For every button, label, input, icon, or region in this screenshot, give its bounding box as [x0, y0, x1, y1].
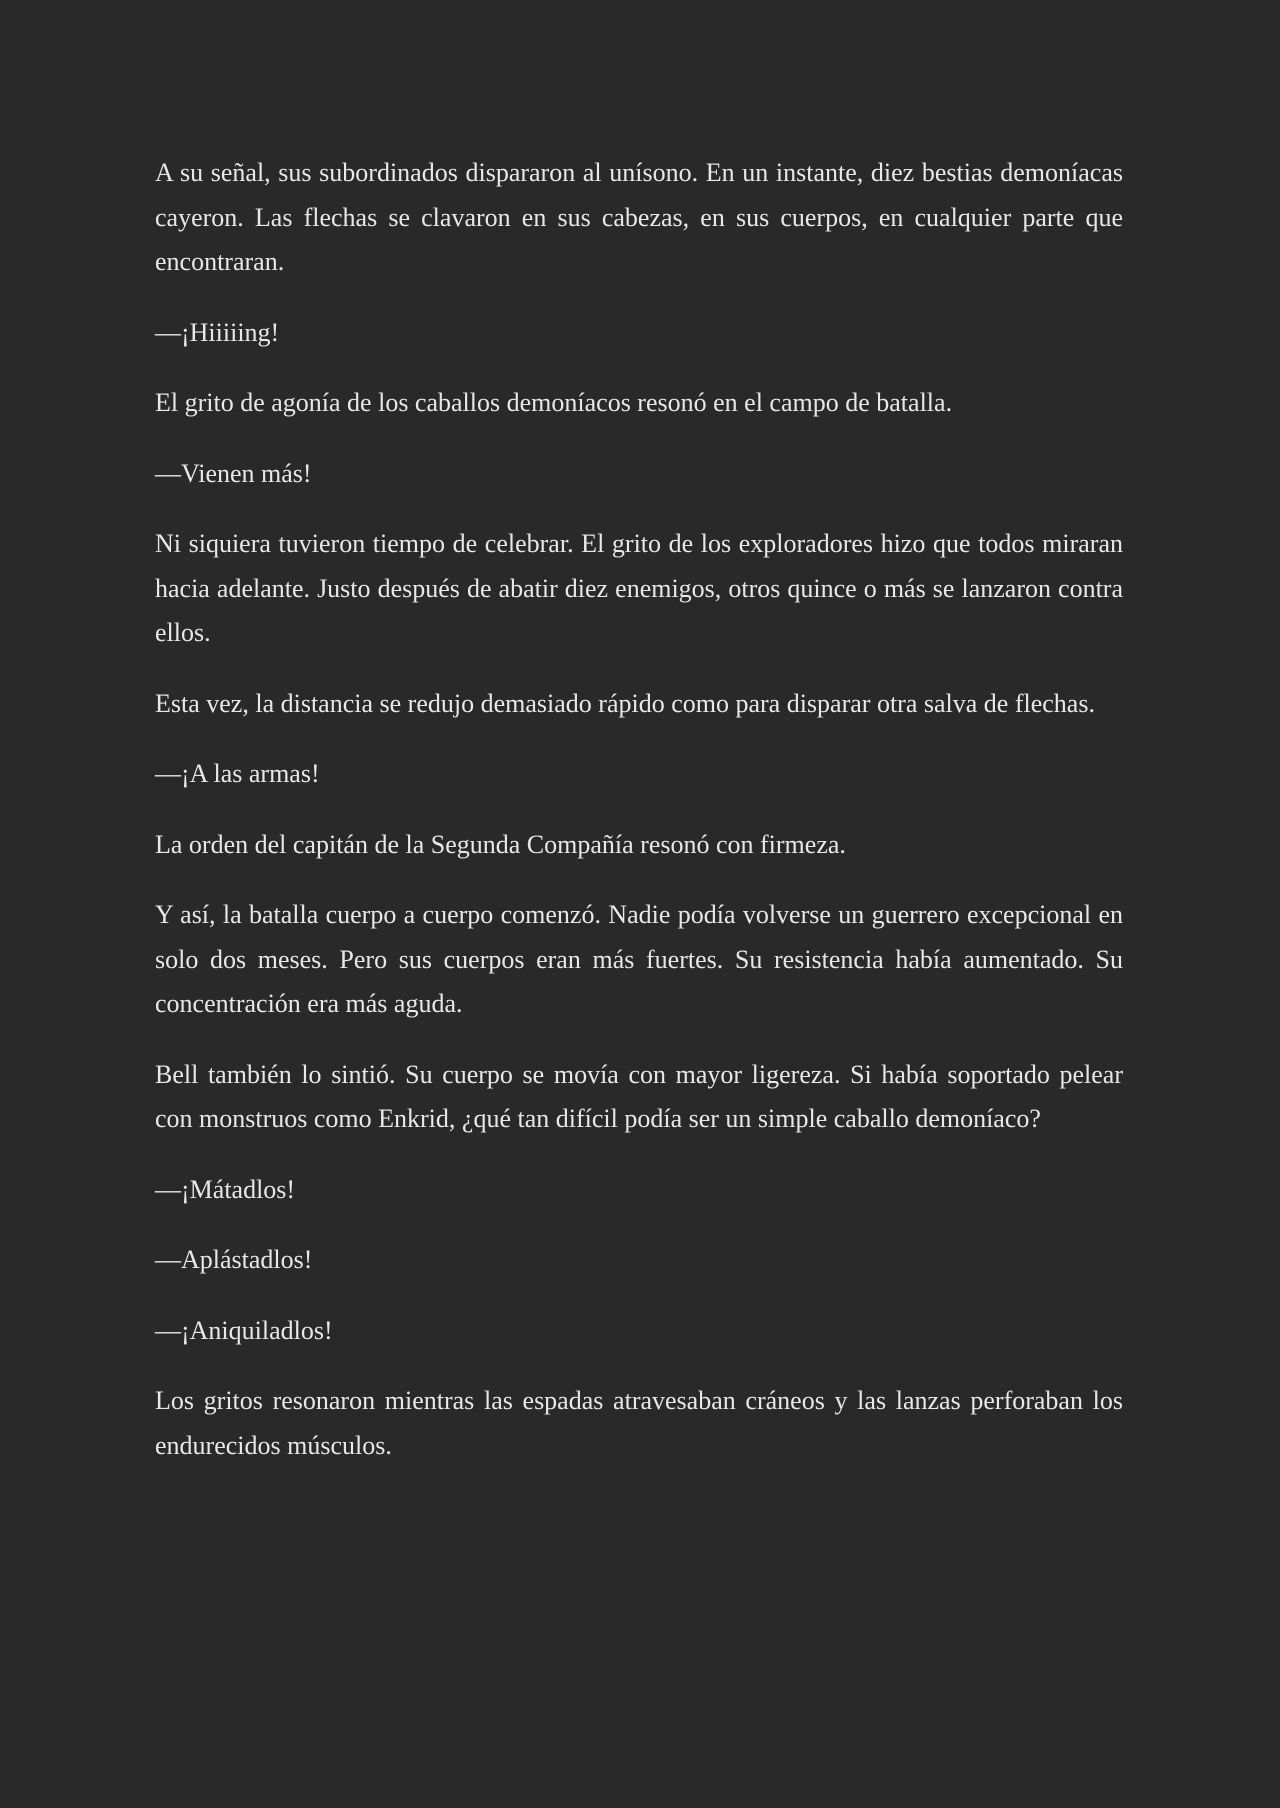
paragraph: La orden del capitán de la Segunda Compañía resonó con firmeza. — [155, 829, 846, 859]
paragraph: —Aplástadlos! — [155, 1245, 313, 1274]
paragraph: Ni siquiera tuvieron tiempo de celebrar. El grito de los exploradores hizo que todos miraran hacia adelante. Justo después de abatir diez enemigos, otros quince o más se lanzaron contra ellos. — [155, 529, 1123, 647]
paragraph: Bell también lo sintió. Su cuerpo se movía con mayor ligereza. Si había soportado pelear con monstruos como Enkrid, ¿qué tan difícil podía ser un simple caballo demoníaco? — [155, 1059, 1123, 1133]
paragraph: El grito de agonía de los caballos demoníacos resonó en el campo de batalla. — [155, 388, 953, 417]
paragraph: —¡Mátadlos! — [155, 1174, 296, 1204]
paragraph: —¡A las armas! — [155, 759, 320, 788]
reader-page — [155, 151, 1123, 1494]
paragraph: Los gritos resonaron mientras las espadas atravesaban cráneos y las lanzas perforaban los endurecidos músculos. — [155, 1386, 1123, 1460]
paragraph: —Vienen más! — [155, 458, 312, 488]
paragraph: Esta vez, la distancia se redujo demasiado rápido como para disparar otra salva de flechas. — [155, 688, 1095, 718]
paragraph: A su señal, sus subordinados dispararon al unísono. En un instante, diez bestias demoníacas cayeron. Las flechas se clavaron en sus cabezas, en sus cuerpos, en cualquier parte que encontraran. — [155, 158, 1123, 276]
paragraph: Y así, la batalla cuerpo a cuerpo comenzó. Nadie podía volverse un guerrero excepcional en solo dos meses. Pero sus cuerpos eran más fuertes. Su resistencia había aumentado. Su concentración era más aguda. — [155, 900, 1123, 1018]
paragraph: —¡Hiiiiing! — [155, 317, 280, 347]
paragraph: —¡Aniquiladlos! — [155, 1315, 333, 1345]
